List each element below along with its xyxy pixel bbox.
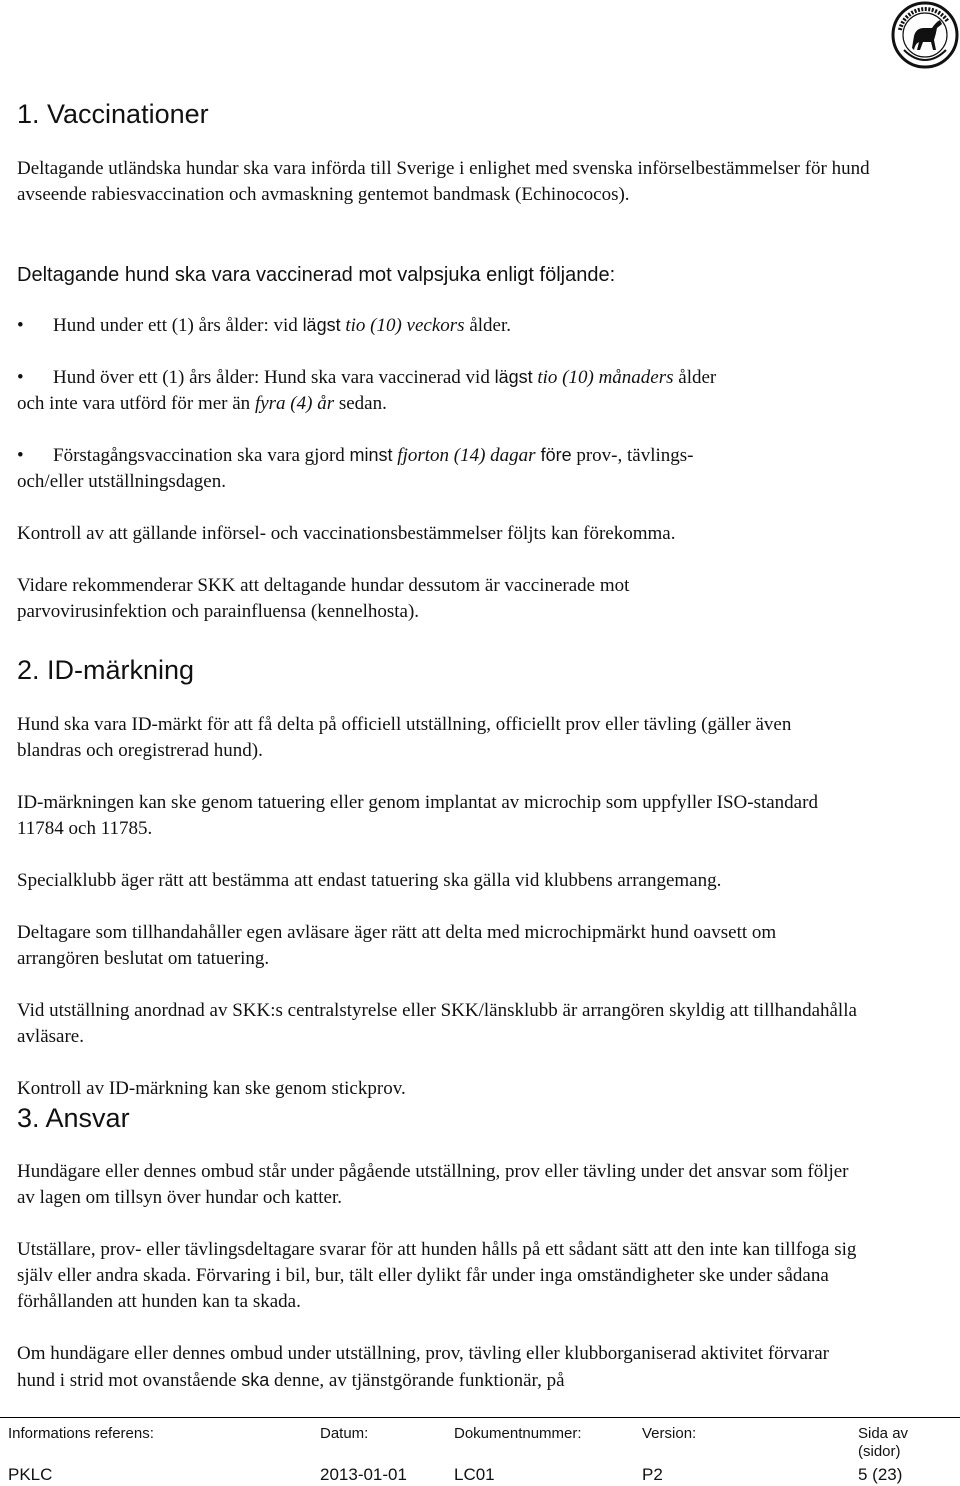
bullet-icon: • — [17, 445, 24, 466]
bullet-text-part: och inte vara utförd för mer än — [17, 393, 255, 414]
bullet-emphasis: lägst — [494, 367, 533, 387]
bullet-text-part: prov-, tävlings- — [571, 445, 694, 466]
footer-page-value: 5 (23) — [858, 1465, 903, 1484]
section-title-ansvar: 3. Ansvar — [17, 1103, 130, 1133]
bullet-text-part: ålder — [673, 367, 717, 388]
section-title-id-marking: 2. ID-märkning — [17, 655, 195, 685]
footer-docnum-label: Dokumentnummer: — [454, 1425, 582, 1442]
bullet-emphasis-italic: fjorton (14) dagar — [392, 445, 536, 466]
bullet-emphasis: lägst — [302, 315, 341, 335]
bullet-text-part: Hund över ett (1) års ålder: Hund ska vara vaccinerad vid — [53, 367, 495, 388]
bullet-icon: • — [17, 367, 24, 388]
paragraph-emphasis: ska — [241, 1370, 270, 1390]
paragraph-id-required: Hund ska vara ID-märkt för att få delta på officiell utställning, officiellt prov eller tävling (gäller även blandras och oregistrerad hund). — [17, 714, 792, 761]
footer-ref-label: Informations referens: — [8, 1425, 154, 1442]
paragraph-text-part: Om hundägare eller dennes ombud under utställning, prov, tävling eller klubborganiserad aktivitet förvarar hund i strid mot ovanstående — [17, 1343, 830, 1391]
bullet-icon: • — [17, 315, 24, 336]
bullet-emphasis-italic: tio (10) månaders — [532, 367, 674, 388]
bullet-emphasis-italic: fyra (4) år — [254, 393, 335, 414]
bullet-item-under-one-year — [17, 312, 917, 339]
paragraph-foreign-dogs: Deltagande utländska hundar ska vara införda till Sverige i enlighet med svenska införselbestämmelser för hund avseende rabiesvaccination och avmaskning gentemot bandmask (Echinococos). — [17, 158, 870, 205]
section-title-vaccinationer: 1. Vaccinationer — [17, 99, 209, 129]
club-seal-logo — [890, 0, 960, 70]
bullet-emphasis: före — [535, 445, 572, 465]
footer-version-label: Version: — [642, 1425, 697, 1442]
paragraph-control: Kontroll av att gällande införsel- och vaccinationsbestämmelser följts kan förekomma. — [17, 523, 676, 544]
footer-date-label: Datum: — [320, 1425, 369, 1442]
bullet-text-part: sedan. — [334, 393, 387, 414]
paragraph-spot-check: Kontroll av ID-märkning kan ske genom stickprov. — [17, 1078, 406, 1099]
footer-ref-value: PKLC — [8, 1465, 53, 1484]
bullet-item-first-vaccination — [17, 442, 917, 495]
club-seal-greyhound-icon — [890, 0, 960, 70]
footer-docnum-value: LC01 — [454, 1465, 495, 1484]
paragraph-recommendation: Vidare rekommenderar SKK att deltagande hundar dessutom är vaccinerade mot parvovirusinfektion och parainfluensa (kennelhosta). — [17, 575, 630, 622]
bullet-text-part: och/eller utställningsdagen. — [17, 471, 226, 492]
paragraph-specialty-club: Specialklubb äger rätt att bestämma att endast tatuering ska gälla vid klubbens arrangemang. — [17, 870, 722, 891]
footer-page-label-sub: (sidor) — [858, 1443, 901, 1460]
bullet-item-over-one-year — [17, 364, 917, 417]
footer-date-value: 2013-01-01 — [320, 1465, 407, 1484]
bullet-text-part: Förstagångsvaccination ska vara gjord — [53, 445, 350, 466]
bullet-emphasis: minst — [349, 445, 393, 465]
paragraph-reader: Deltagare som tillhandahåller egen avläsare äger rätt att delta med microchipmärkt hund oavsett om arrangören beslutat om tatuering. — [17, 922, 777, 969]
subheading-distemper: Deltagande hund ska vara vaccinerad mot valpsjuka enligt följande: — [17, 264, 616, 286]
paragraph-id-methods: ID-märkningen kan ske genom tatuering eller genom implantat av microchip som uppfyller ISO-standard 11784 och 11785. — [17, 792, 818, 839]
paragraph-exhibitor-responsibility: Utställare, prov- eller tävlingsdeltagare svarar för att hunden hålls på ett sådant sätt att den inte kan tillfoga sig själv eller andra skada. Förvaring i bil, bur, tält eller dylikt får under inga omständigheter ske under sådana förhållanden att hunden kan ta skada. — [17, 1239, 857, 1312]
paragraph-text-part: denne, av tjänstgörande funktionär, på — [269, 1370, 565, 1391]
bullet-text-part: Hund under ett (1) års ålder: vid — [53, 315, 303, 336]
paragraph-violation — [17, 1341, 837, 1394]
bullet-emphasis-italic: tio (10) veckors — [340, 315, 465, 336]
paragraph-owner-responsibility: Hundägare eller dennes ombud står under pågående utställning, prov eller tävling under det ansvar som följer av lagen om tillsyn över hundar och katter. — [17, 1161, 849, 1208]
bullet-text-part: ålder. — [464, 315, 512, 336]
footer-divider — [0, 1417, 960, 1418]
paragraph-organizer-reader: Vid utställning anordnad av SKK:s centralstyrelse eller SKK/länsklubb är arrangören skyldig att tillhandahålla avläsare. — [17, 1000, 857, 1047]
footer-page-label: Sida av — [858, 1425, 909, 1442]
footer-version-value: P2 — [642, 1465, 663, 1484]
